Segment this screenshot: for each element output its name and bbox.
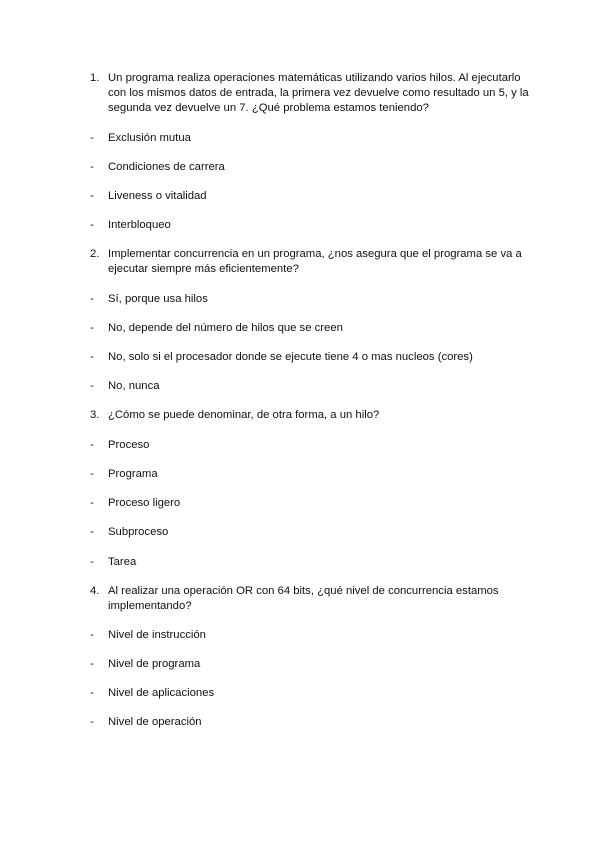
option-text: Programa [108, 468, 158, 480]
option-text: Interbloqueo [108, 219, 171, 231]
option-text: Proceso ligero [108, 497, 181, 509]
question-2 [90, 247, 530, 277]
question-number: 3. [90, 409, 100, 421]
option-text: No, solo si el procesador donde se ejecute tiene 4 o mas nucleos (cores) [108, 351, 473, 363]
bullet-dash: - [90, 351, 94, 363]
option-text: Tarea [108, 556, 137, 568]
option-item [90, 350, 530, 365]
option-item [90, 379, 530, 394]
bullet-dash: - [90, 380, 94, 392]
question-number: 4. [90, 585, 100, 597]
bullet-dash: - [90, 716, 94, 728]
option-item [90, 438, 530, 453]
option-text: Sí, porque usa hilos [108, 293, 208, 305]
option-item [90, 657, 530, 672]
option-text: No, depende del número de hilos que se creen [108, 322, 343, 334]
bullet-dash: - [90, 468, 94, 480]
option-text: No, nunca [108, 380, 160, 392]
question-text: ¿Cómo se puede denominar, de otra forma, a un hilo? [108, 409, 380, 421]
bullet-dash: - [90, 161, 94, 173]
option-item [90, 160, 530, 175]
option-item [90, 321, 530, 336]
option-item [90, 628, 530, 643]
option-text: Proceso [108, 439, 150, 451]
option-text: Condiciones de carrera [108, 161, 225, 173]
option-item [90, 218, 530, 233]
question-text: Al realizar una operación OR con 64 bits, ¿qué nivel de concurrencia estamos implementando? [108, 585, 499, 612]
bullet-dash: - [90, 687, 94, 699]
bullet-dash: - [90, 629, 94, 641]
question-4 [90, 584, 530, 614]
bullet-dash: - [90, 322, 94, 334]
option-text: Nivel de aplicaciones [108, 687, 215, 699]
question-3 [90, 408, 530, 423]
question-text: Implementar concurrencia en un programa, ¿nos asegura que el programa se va a ejecutar siempre más eficientemente? [108, 248, 522, 275]
question-1 [90, 71, 530, 116]
question-text: Un programa realiza operaciones matemáticas utilizando varios hilos. Al ejecutarlo con los mismos datos de entrada, la primera vez devuelve como resultado un 5, y la segunda vez devuelve un 7. ¿Qué problema estamos teniendo? [108, 72, 529, 114]
option-text: Nivel de programa [108, 658, 201, 670]
option-item [90, 496, 530, 511]
bullet-dash: - [90, 556, 94, 568]
option-text: Nivel de operación [108, 716, 202, 728]
bullet-dash: - [90, 497, 94, 509]
bullet-dash: - [90, 658, 94, 670]
bullet-dash: - [90, 293, 94, 305]
option-item [90, 686, 530, 701]
option-text: Nivel de instrucción [108, 629, 206, 641]
option-item [90, 467, 530, 482]
question-number: 1. [90, 72, 100, 84]
bullet-dash: - [90, 190, 94, 202]
bullet-dash: - [90, 439, 94, 451]
option-item [90, 189, 530, 204]
option-item [90, 525, 530, 540]
option-text: Subproceso [108, 526, 169, 538]
option-text: Exclusión mutua [108, 132, 191, 144]
question-number: 2. [90, 248, 100, 260]
option-text: Liveness o vitalidad [108, 190, 207, 202]
bullet-dash: - [90, 132, 94, 144]
option-item [90, 292, 530, 307]
bullet-dash: - [90, 526, 94, 538]
option-item [90, 555, 530, 570]
option-item [90, 131, 530, 146]
option-item [90, 715, 530, 730]
bullet-dash: - [90, 219, 94, 231]
